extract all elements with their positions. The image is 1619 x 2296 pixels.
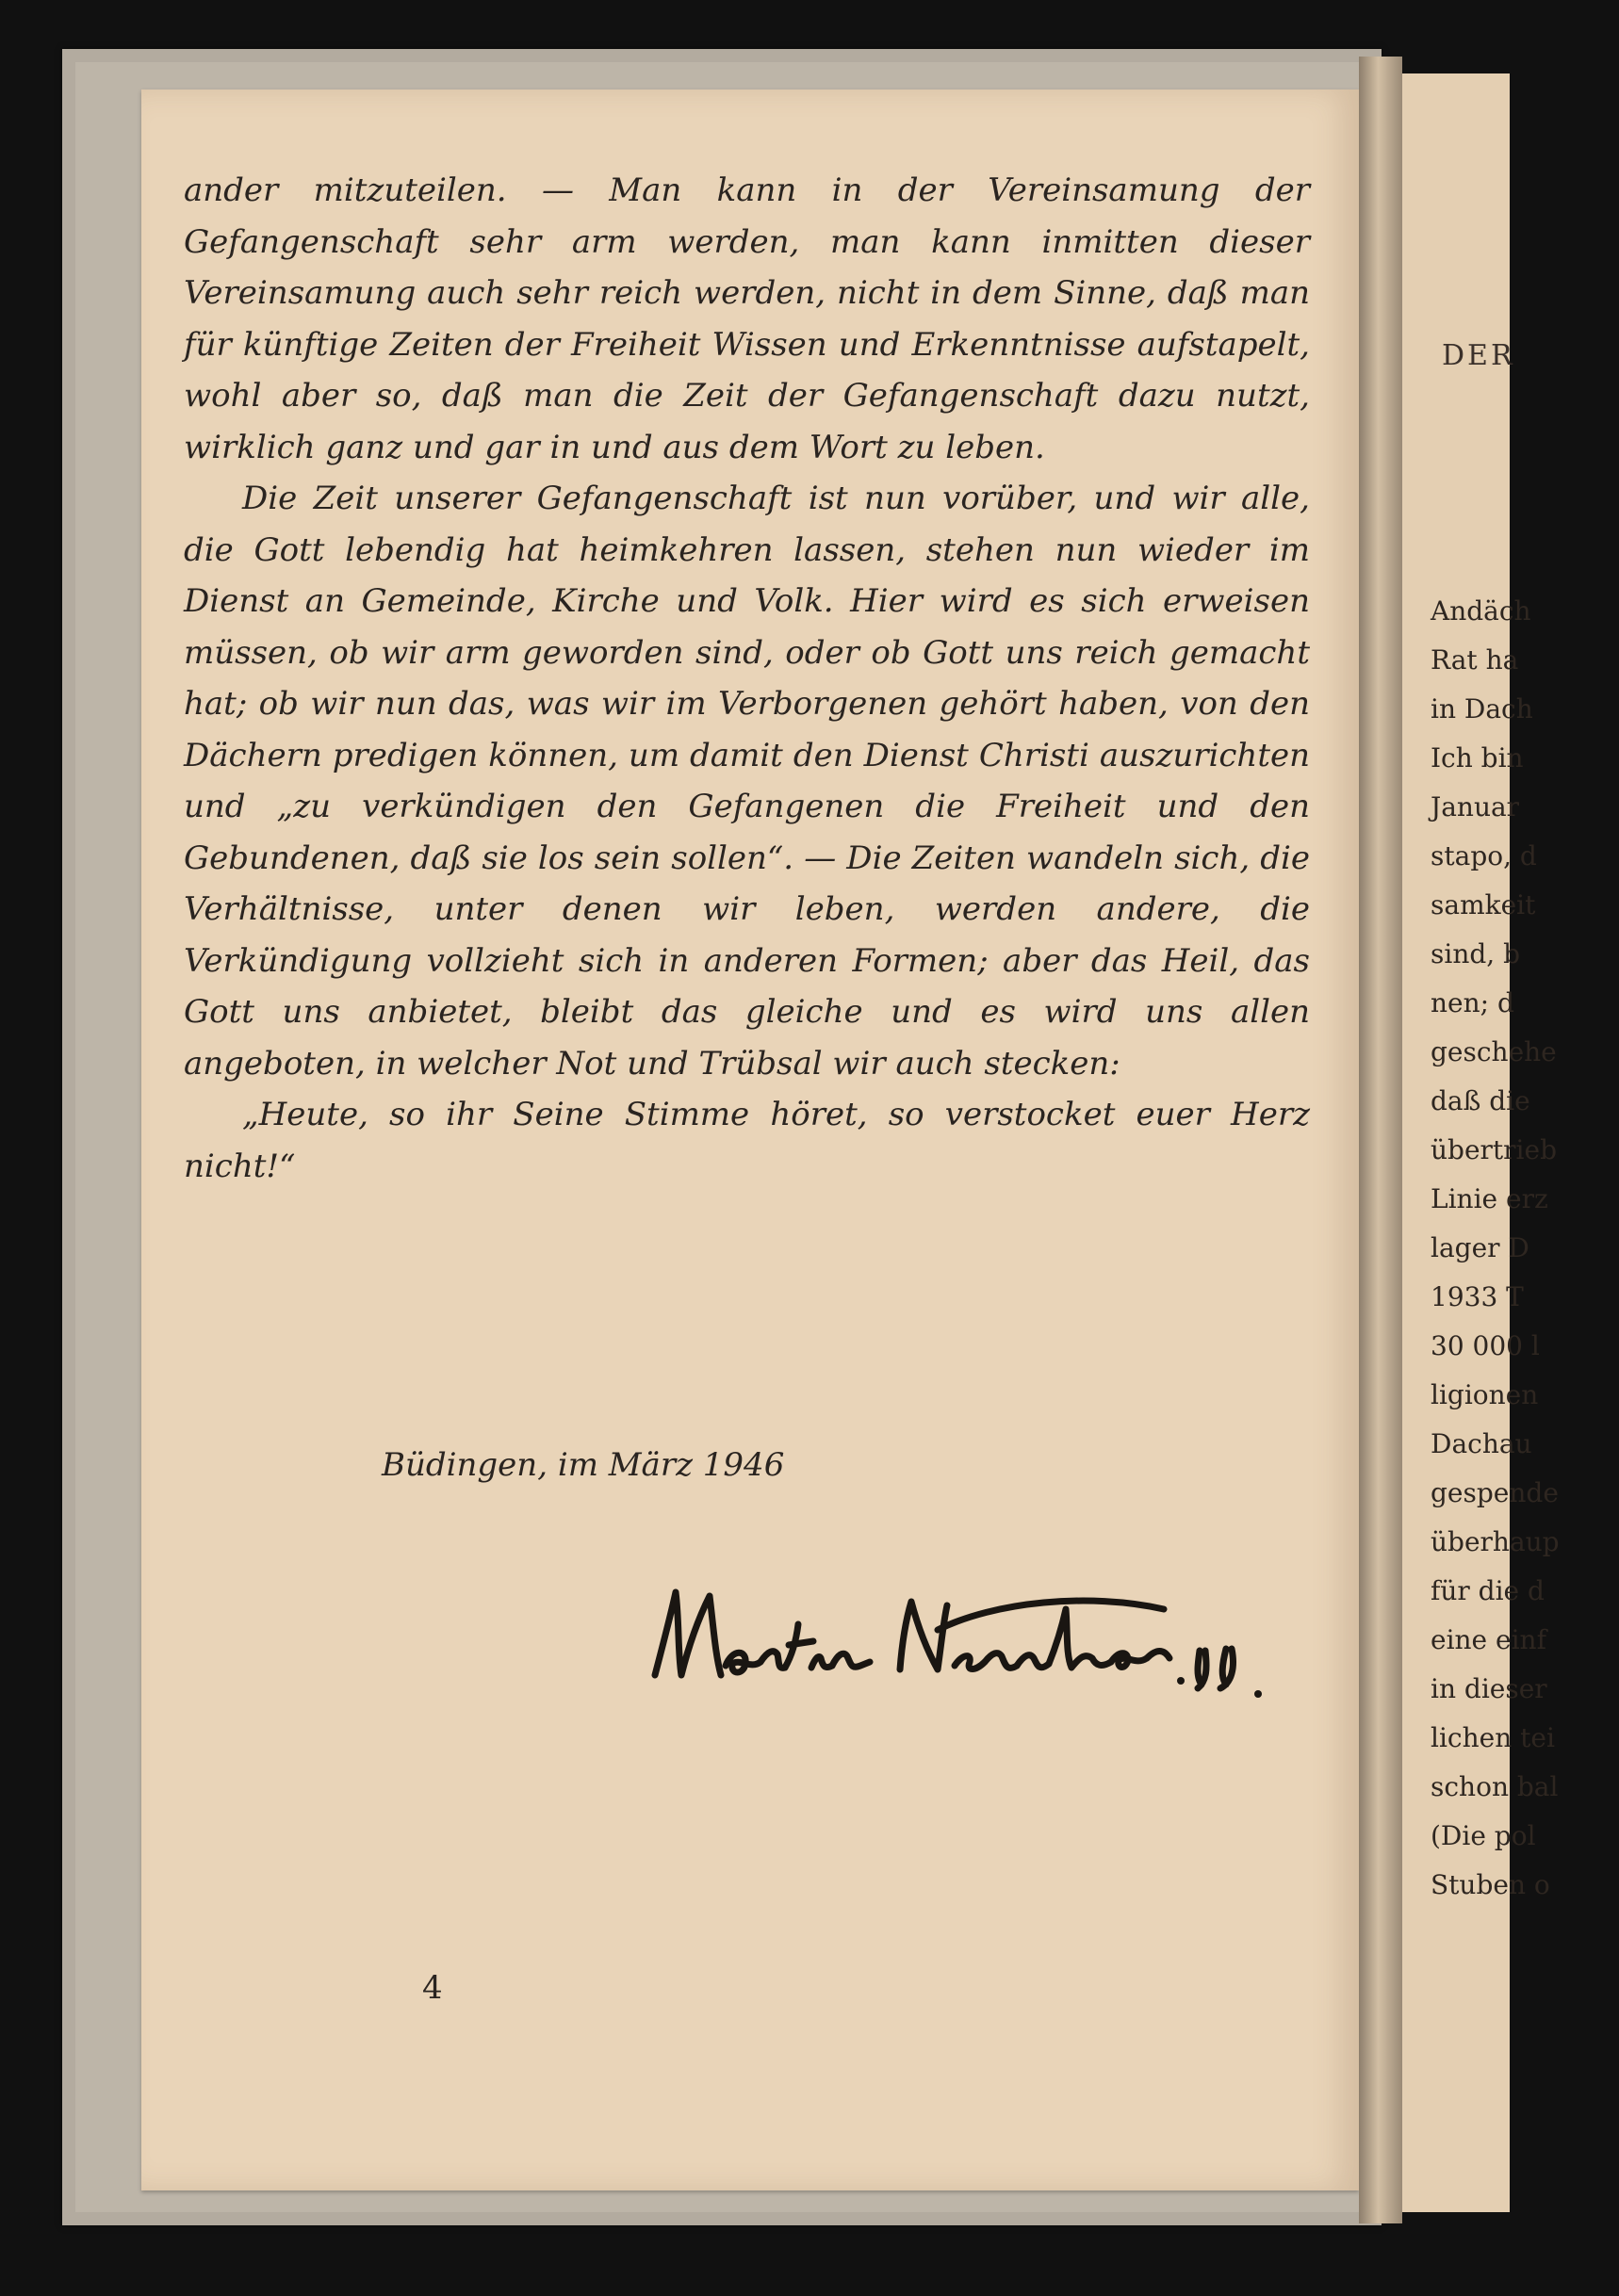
right-page-line: Ich bin: [1431, 742, 1524, 773]
right-page-line: Stuben o: [1431, 1869, 1550, 1900]
place-date: Büdingen, im März 1946: [382, 1446, 785, 1484]
right-page: [1402, 73, 1560, 2212]
right-page-line: Linie erz: [1431, 1183, 1548, 1214]
paragraph-quote: „Heute, so ihr Seine Stimme höret, so verstocket euer Herz nicht!“: [184, 1096, 1310, 1185]
right-page-line: geschehe: [1431, 1036, 1557, 1067]
right-page-text: [1431, 587, 1619, 1910]
right-page-line: eine einf: [1431, 1624, 1546, 1655]
right-page-line: samkeit: [1431, 889, 1536, 920]
right-page-line: sind, b: [1431, 938, 1521, 969]
right-page-line: lager D: [1431, 1232, 1529, 1263]
right-page-line: Andäch: [1431, 595, 1531, 627]
right-page-line: 30 000 l: [1431, 1330, 1540, 1361]
right-page-line: Januar: [1431, 791, 1520, 822]
right-page-line: für die d: [1431, 1575, 1545, 1606]
right-page-line: in dieser: [1431, 1673, 1547, 1704]
right-page-heading: DER: [1442, 339, 1515, 372]
right-page-line: lichen tei: [1431, 1722, 1555, 1753]
right-page-line: Dachau: [1431, 1428, 1532, 1459]
right-page-line: ligionen: [1431, 1379, 1539, 1410]
right-page-line: überhaup: [1431, 1526, 1560, 1557]
right-page-line: gespende: [1431, 1477, 1559, 1508]
right-page-line: nen; d: [1431, 987, 1514, 1018]
page-number: 4: [422, 1969, 443, 2007]
right-page-line: 1933 T: [1431, 1281, 1524, 1312]
right-page-line: daß die: [1431, 1085, 1530, 1116]
right-page-line: in Dach: [1431, 693, 1533, 725]
paragraph-2: Die Zeit unserer Gefangenschaft ist nun vorüber, und wir alle, die Gott lebendig hat heimkehren lassen, stehen nun wieder im Dienst an Gemeinde, Kirche und Volk. Hier wird es sich erweisen müssen, ob wir arm geworden sind, oder ob Gott uns reich gemacht hat; ob wir nun das, was wir im Verborgenen gehört haben, von den Dächern predigen können, um damit den Dienst Christi auszurichten und „zu verkündigen den Gefangenen die Freiheit und den Gebundenen, daß sie los sein sollen“. — Die Zeiten wandeln sich, die Verhältnisse, unter denen wir leben, werden andere, die Verkündigung vollzieht sich in anderen Formen; aber das Heil, das Gott uns anbietet, bleibt das gleiche und es wird uns allen angeboten, in welcher Not und Trübsal wir auch stecken:: [184, 480, 1310, 1083]
book-gutter: [1359, 57, 1402, 2223]
signature: [636, 1564, 1277, 1715]
right-page-line: schon bal: [1431, 1771, 1559, 1802]
left-page-text-block: [184, 165, 1310, 1192]
paragraph-1: ander mitzuteilen. — Man kann in der Vereinsamung der Gefangenschaft sehr arm werden, man kann inmitten dieser Vereinsamung auch sehr reich werden, nicht in dem Sinne, daß man für künftige Zeiten der Freiheit Wissen und Erkenntnisse aufstapelt, wohl aber so, daß man die Zeit der Gefangenschaft dazu nutzt, wirklich ganz und gar in und aus dem Wort zu leben.: [184, 171, 1310, 466]
right-page-line: übertrieb: [1431, 1134, 1557, 1165]
right-page-line: Rat ha: [1431, 644, 1519, 676]
right-page-line: stapo, d: [1431, 840, 1537, 871]
right-page-line: (Die pol: [1431, 1820, 1536, 1851]
